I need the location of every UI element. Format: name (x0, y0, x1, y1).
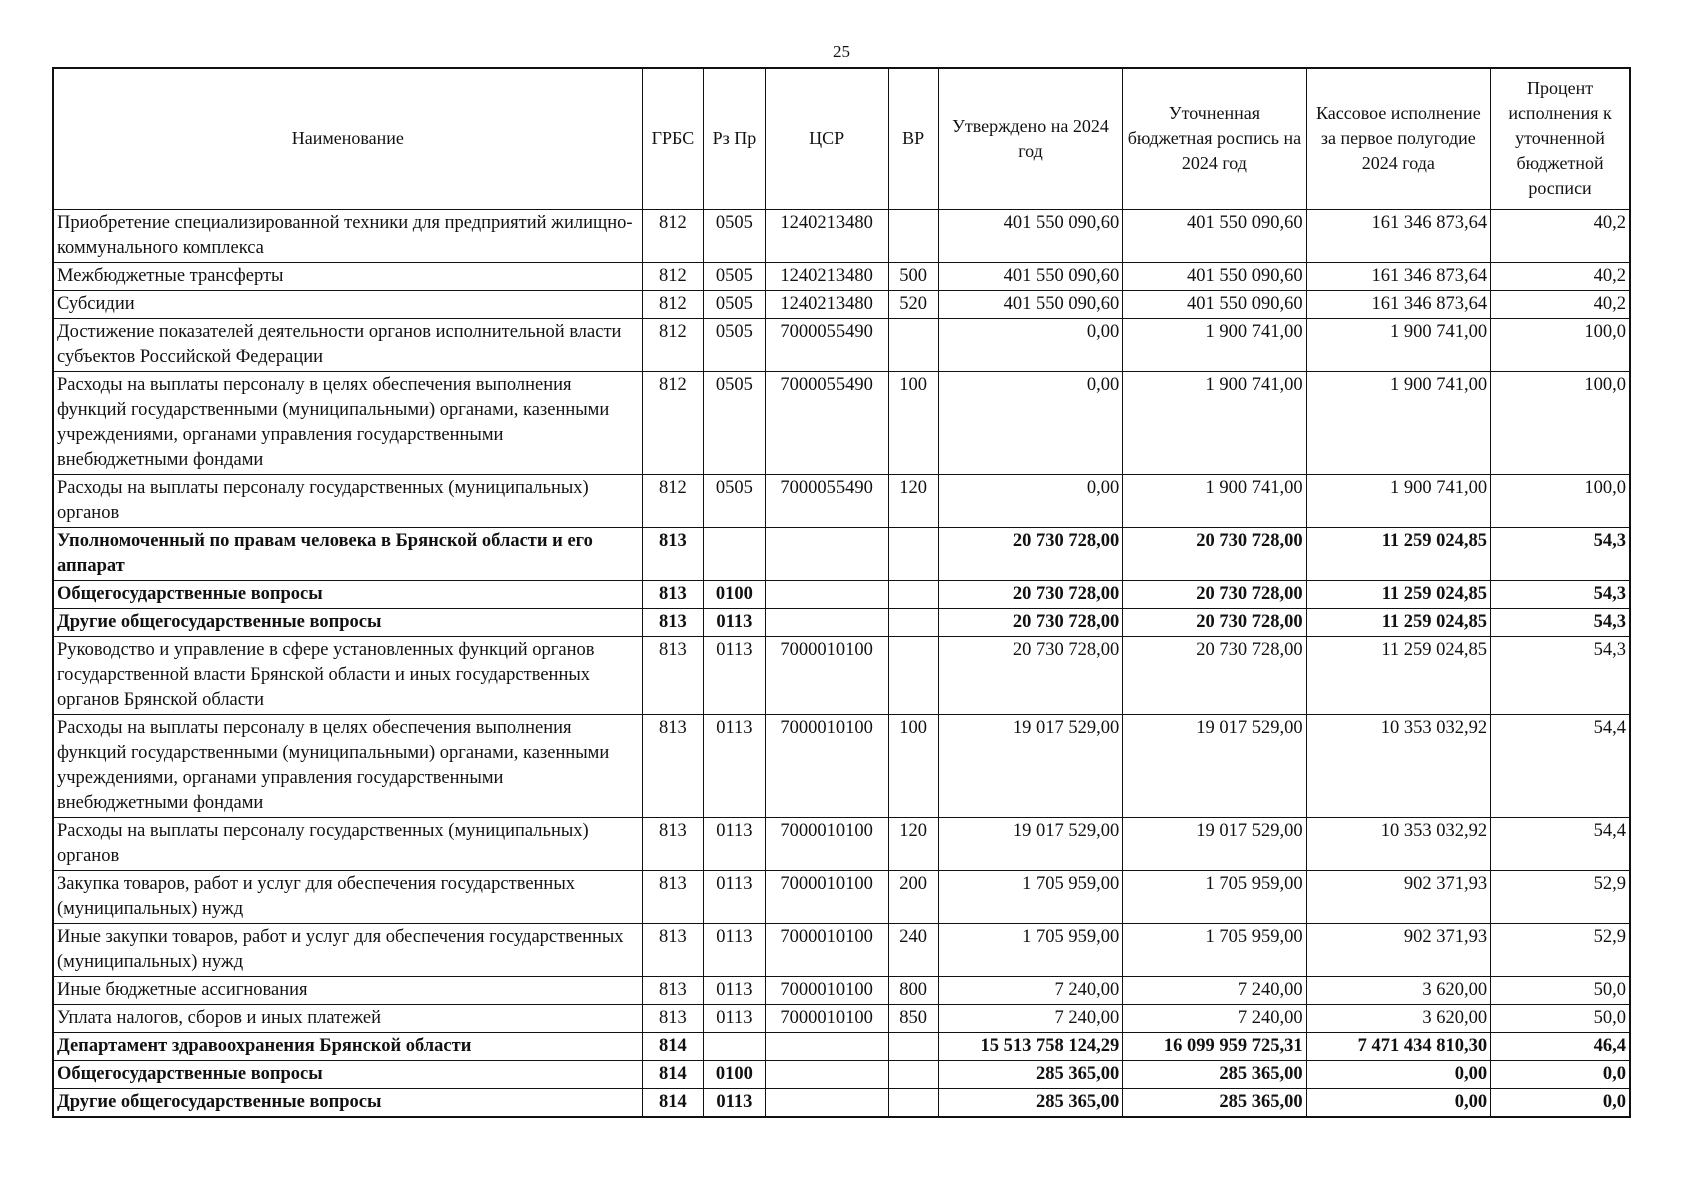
cell-percent: 40,2 (1491, 262, 1630, 290)
cell-name: Иные закупки товаров, работ и услуг для обеспечения государственных (муниципальных) нужд (53, 923, 642, 976)
cell-csr: 7000010100 (765, 870, 888, 923)
cell-name: Приобретение специализированной техники для предприятий жилищно-коммунального комплекса (53, 209, 642, 262)
cell-grbs: 813 (642, 608, 703, 636)
cell-grbs: 812 (642, 262, 703, 290)
table-row (53, 608, 1630, 636)
cell-approved: 401 550 090,60 (938, 290, 1122, 318)
col-header-approved: Утверждено на 2024 год (938, 68, 1122, 209)
cell-name: Достижение показателей деятельности органов исполнительной власти субъектов Российской Федерации (53, 318, 642, 371)
cell-cash: 1 900 741,00 (1306, 474, 1490, 527)
cell-percent: 100,0 (1491, 371, 1630, 474)
table-row (53, 1060, 1630, 1088)
cell-approved: 20 730 728,00 (938, 527, 1122, 580)
cell-rzpr: 0113 (704, 714, 765, 817)
cell-percent: 46,4 (1491, 1032, 1630, 1060)
cell-cash: 3 620,00 (1306, 1004, 1490, 1032)
cell-rzpr: 0113 (704, 976, 765, 1004)
cell-grbs: 812 (642, 318, 703, 371)
cell-grbs: 813 (642, 1004, 703, 1032)
cell-rzpr: 0505 (704, 262, 765, 290)
cell-vr: 800 (888, 976, 938, 1004)
cell-name: Расходы на выплаты персоналу государственных (муниципальных) органов (53, 474, 642, 527)
table-row (53, 290, 1630, 318)
cell-rzpr: 0505 (704, 474, 765, 527)
cell-cash: 0,00 (1306, 1060, 1490, 1088)
cell-csr (765, 580, 888, 608)
cell-refined: 16 099 959 725,31 (1123, 1032, 1306, 1060)
cell-csr: 7000055490 (765, 371, 888, 474)
cell-percent: 40,2 (1491, 290, 1630, 318)
cell-name: Закупка товаров, работ и услуг для обеспечения государственных (муниципальных) нужд (53, 870, 642, 923)
cell-csr: 7000055490 (765, 474, 888, 527)
cell-percent: 50,0 (1491, 976, 1630, 1004)
cell-approved: 285 365,00 (938, 1060, 1122, 1088)
cell-percent: 52,9 (1491, 870, 1630, 923)
cell-vr: 240 (888, 923, 938, 976)
cell-name: Другие общегосударственные вопросы (53, 608, 642, 636)
cell-name: Департамент здравоохранения Брянской области (53, 1032, 642, 1060)
cell-refined: 7 240,00 (1123, 976, 1306, 1004)
cell-name: Расходы на выплаты персоналу в целях обеспечения выполнения функций государственными (муниципальными) органами, казенными учреждениями, органами управления государственными внебюджетными фондами (53, 714, 642, 817)
cell-refined: 20 730 728,00 (1123, 527, 1306, 580)
cell-cash: 3 620,00 (1306, 976, 1490, 1004)
cell-csr: 1240213480 (765, 209, 888, 262)
cell-csr: 1240213480 (765, 290, 888, 318)
table-row (53, 1088, 1630, 1117)
cell-rzpr: 0113 (704, 1004, 765, 1032)
cell-name: Общегосударственные вопросы (53, 580, 642, 608)
cell-approved: 0,00 (938, 371, 1122, 474)
cell-vr (888, 608, 938, 636)
cell-grbs: 813 (642, 636, 703, 714)
cell-csr: 7000010100 (765, 923, 888, 976)
cell-rzpr: 0505 (704, 318, 765, 371)
cell-approved: 7 240,00 (938, 976, 1122, 1004)
cell-vr (888, 1032, 938, 1060)
cell-rzpr: 0100 (704, 580, 765, 608)
table-row (53, 318, 1630, 371)
cell-name: Межбюджетные трансферты (53, 262, 642, 290)
cell-cash: 11 259 024,85 (1306, 580, 1490, 608)
cell-approved: 15 513 758 124,29 (938, 1032, 1122, 1060)
cell-name: Уплата налогов, сборов и иных платежей (53, 1004, 642, 1032)
cell-name: Расходы на выплаты персоналу в целях обеспечения выполнения функций государственными (муниципальными) органами, казенными учреждениями, органами управления государственными внебюджетными фондами (53, 371, 642, 474)
cell-vr (888, 209, 938, 262)
cell-vr: 120 (888, 817, 938, 870)
cell-refined: 20 730 728,00 (1123, 580, 1306, 608)
cell-rzpr: 0113 (704, 1088, 765, 1117)
cell-csr (765, 1088, 888, 1117)
table-row (53, 527, 1630, 580)
cell-approved: 0,00 (938, 474, 1122, 527)
cell-name: Общегосударственные вопросы (53, 1060, 642, 1088)
cell-approved: 20 730 728,00 (938, 636, 1122, 714)
cell-cash: 902 371,93 (1306, 870, 1490, 923)
cell-refined: 20 730 728,00 (1123, 636, 1306, 714)
table-row (53, 371, 1630, 474)
cell-rzpr: 0113 (704, 636, 765, 714)
cell-percent: 100,0 (1491, 474, 1630, 527)
cell-grbs: 813 (642, 714, 703, 817)
table-row (53, 636, 1630, 714)
cell-refined: 1 705 959,00 (1123, 870, 1306, 923)
col-header-refined: Уточненная бюджетная роспись на 2024 год (1123, 68, 1306, 209)
cell-refined: 1 900 741,00 (1123, 371, 1306, 474)
cell-approved: 401 550 090,60 (938, 262, 1122, 290)
cell-name: Руководство и управление в сфере установленных функций органов государственной власти Брянской области и иных государственных органов Брянской области (53, 636, 642, 714)
cell-cash: 161 346 873,64 (1306, 290, 1490, 318)
cell-cash: 11 259 024,85 (1306, 608, 1490, 636)
cell-vr: 520 (888, 290, 938, 318)
cell-grbs: 813 (642, 923, 703, 976)
table-row (53, 923, 1630, 976)
cell-grbs: 812 (642, 290, 703, 318)
cell-csr (765, 608, 888, 636)
cell-csr: 7000010100 (765, 1004, 888, 1032)
cell-grbs: 812 (642, 474, 703, 527)
cell-csr: 1240213480 (765, 262, 888, 290)
cell-percent: 54,3 (1491, 608, 1630, 636)
cell-cash: 11 259 024,85 (1306, 527, 1490, 580)
cell-approved: 1 705 959,00 (938, 923, 1122, 976)
cell-vr: 120 (888, 474, 938, 527)
cell-vr (888, 580, 938, 608)
cell-name: Другие общегосударственные вопросы (53, 1088, 642, 1117)
cell-grbs: 813 (642, 870, 703, 923)
cell-grbs: 814 (642, 1060, 703, 1088)
cell-name: Расходы на выплаты персоналу государственных (муниципальных) органов (53, 817, 642, 870)
cell-approved: 285 365,00 (938, 1088, 1122, 1117)
cell-vr: 500 (888, 262, 938, 290)
cell-rzpr: 0505 (704, 371, 765, 474)
cell-csr (765, 527, 888, 580)
table-row (53, 209, 1630, 262)
cell-refined: 20 730 728,00 (1123, 608, 1306, 636)
cell-vr: 850 (888, 1004, 938, 1032)
cell-rzpr: 0100 (704, 1060, 765, 1088)
cell-cash: 10 353 032,92 (1306, 817, 1490, 870)
cell-grbs: 813 (642, 817, 703, 870)
cell-name: Субсидии (53, 290, 642, 318)
table-row (53, 262, 1630, 290)
cell-vr (888, 318, 938, 371)
cell-percent: 100,0 (1491, 318, 1630, 371)
cell-grbs: 812 (642, 209, 703, 262)
cell-name: Иные бюджетные ассигнования (53, 976, 642, 1004)
cell-cash: 161 346 873,64 (1306, 209, 1490, 262)
cell-rzpr: 0505 (704, 209, 765, 262)
table-row (53, 1032, 1630, 1060)
col-header-cash: Кассовое исполнение за первое полугодие 2024 года (1306, 68, 1490, 209)
cell-rzpr (704, 1032, 765, 1060)
page-number: 25 (833, 42, 850, 61)
cell-percent: 52,9 (1491, 923, 1630, 976)
cell-refined: 1 900 741,00 (1123, 318, 1306, 371)
cell-cash: 161 346 873,64 (1306, 262, 1490, 290)
cell-refined: 19 017 529,00 (1123, 714, 1306, 817)
col-header-rzpr: Рз Пр (704, 68, 765, 209)
cell-percent: 40,2 (1491, 209, 1630, 262)
cell-approved: 20 730 728,00 (938, 608, 1122, 636)
cell-csr: 7000010100 (765, 817, 888, 870)
col-header-grbs: ГРБС (642, 68, 703, 209)
cell-approved: 0,00 (938, 318, 1122, 371)
cell-csr: 7000010100 (765, 976, 888, 1004)
cell-percent: 54,3 (1491, 527, 1630, 580)
cell-cash: 1 900 741,00 (1306, 371, 1490, 474)
cell-refined: 285 365,00 (1123, 1088, 1306, 1117)
cell-refined: 7 240,00 (1123, 1004, 1306, 1032)
budget-table (52, 67, 1631, 1118)
cell-csr: 7000010100 (765, 636, 888, 714)
cell-cash: 10 353 032,92 (1306, 714, 1490, 817)
cell-percent: 0,0 (1491, 1088, 1630, 1117)
table-row (53, 870, 1630, 923)
cell-vr (888, 1088, 938, 1117)
cell-cash: 902 371,93 (1306, 923, 1490, 976)
cell-percent: 50,0 (1491, 1004, 1630, 1032)
table-header-row (53, 68, 1630, 209)
cell-grbs: 814 (642, 1088, 703, 1117)
cell-grbs: 812 (642, 371, 703, 474)
table-row (53, 580, 1630, 608)
cell-percent: 0,0 (1491, 1060, 1630, 1088)
cell-vr (888, 527, 938, 580)
cell-approved: 19 017 529,00 (938, 817, 1122, 870)
cell-approved: 7 240,00 (938, 1004, 1122, 1032)
table-row (53, 817, 1630, 870)
table-row (53, 714, 1630, 817)
table-body (53, 209, 1630, 1117)
cell-percent: 54,4 (1491, 817, 1630, 870)
cell-grbs: 813 (642, 580, 703, 608)
cell-refined: 285 365,00 (1123, 1060, 1306, 1088)
cell-cash: 11 259 024,85 (1306, 636, 1490, 714)
cell-rzpr: 0505 (704, 290, 765, 318)
cell-vr (888, 1060, 938, 1088)
cell-refined: 401 550 090,60 (1123, 290, 1306, 318)
cell-rzpr: 0113 (704, 817, 765, 870)
cell-percent: 54,3 (1491, 580, 1630, 608)
cell-grbs: 813 (642, 976, 703, 1004)
cell-approved: 20 730 728,00 (938, 580, 1122, 608)
cell-approved: 401 550 090,60 (938, 209, 1122, 262)
table-row (53, 976, 1630, 1004)
col-header-vr: ВР (888, 68, 938, 209)
cell-vr (888, 636, 938, 714)
cell-rzpr: 0113 (704, 923, 765, 976)
table-row (53, 1004, 1630, 1032)
cell-rzpr (704, 527, 765, 580)
cell-rzpr: 0113 (704, 608, 765, 636)
cell-refined: 1 705 959,00 (1123, 923, 1306, 976)
cell-vr: 100 (888, 371, 938, 474)
cell-refined: 401 550 090,60 (1123, 262, 1306, 290)
cell-cash: 7 471 434 810,30 (1306, 1032, 1490, 1060)
cell-csr: 7000010100 (765, 714, 888, 817)
cell-percent: 54,4 (1491, 714, 1630, 817)
cell-cash: 0,00 (1306, 1088, 1490, 1117)
cell-grbs: 813 (642, 527, 703, 580)
cell-approved: 1 705 959,00 (938, 870, 1122, 923)
cell-csr (765, 1060, 888, 1088)
cell-refined: 1 900 741,00 (1123, 474, 1306, 527)
table-row (53, 474, 1630, 527)
col-header-csr: ЦСР (765, 68, 888, 209)
cell-vr: 100 (888, 714, 938, 817)
cell-refined: 401 550 090,60 (1123, 209, 1306, 262)
cell-refined: 19 017 529,00 (1123, 817, 1306, 870)
cell-grbs: 814 (642, 1032, 703, 1060)
cell-percent: 54,3 (1491, 636, 1630, 714)
cell-vr: 200 (888, 870, 938, 923)
col-header-name: Наименование (53, 68, 642, 209)
col-header-percent: Процент исполнения к уточненной бюджетной росписи (1491, 68, 1630, 209)
cell-rzpr: 0113 (704, 870, 765, 923)
cell-name: Уполномоченный по правам человека в Брянской области и его аппарат (53, 527, 642, 580)
cell-cash: 1 900 741,00 (1306, 318, 1490, 371)
cell-csr: 7000055490 (765, 318, 888, 371)
cell-csr (765, 1032, 888, 1060)
cell-approved: 19 017 529,00 (938, 714, 1122, 817)
